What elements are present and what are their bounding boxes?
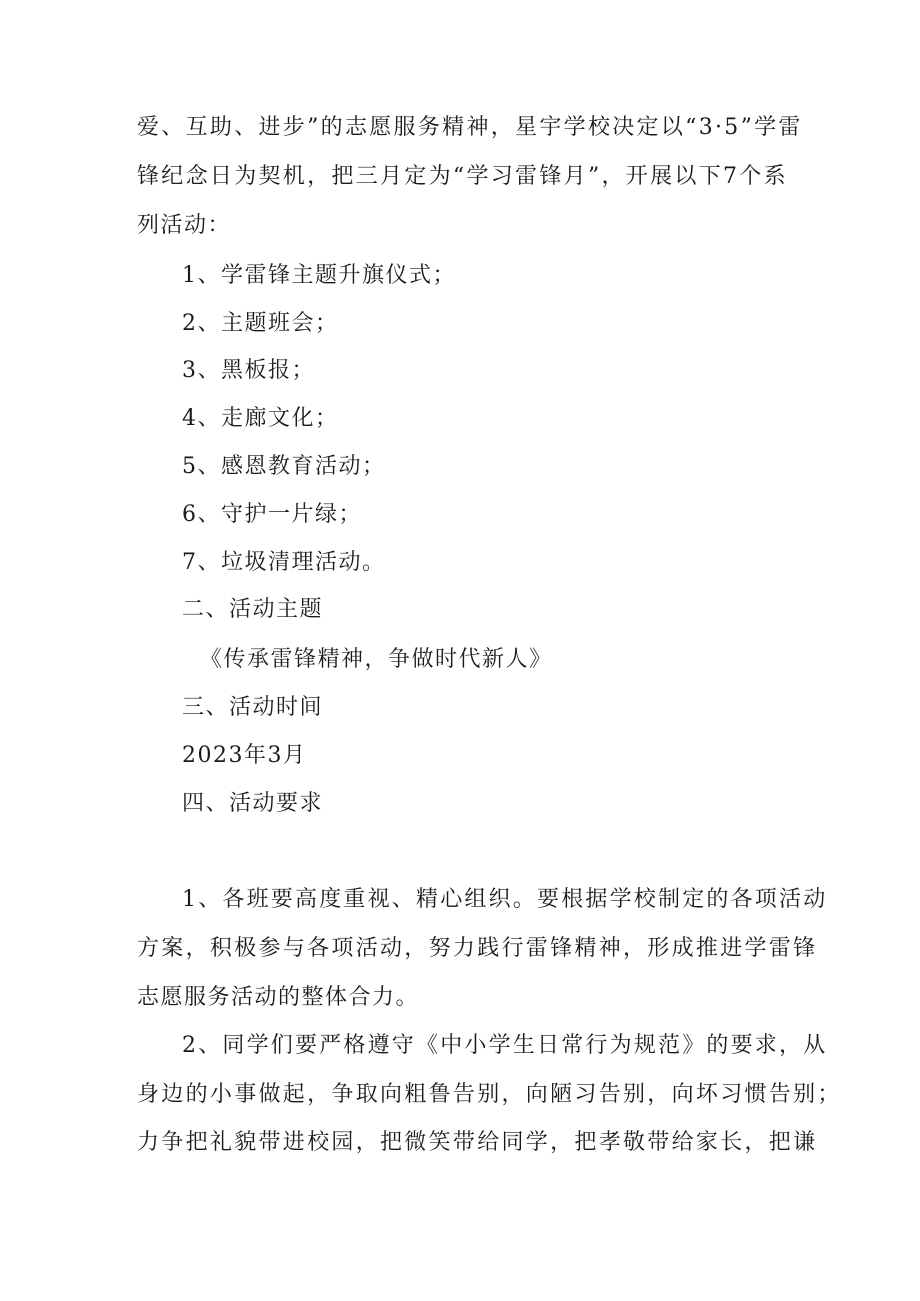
requirement-1-line-3: 志愿服务活动的整体合力。 <box>137 985 420 1010</box>
activity-item-6: 6、守护一片绿； <box>182 502 362 527</box>
activity-item-5: 5、感恩教育活动； <box>182 454 386 479</box>
section-theme-heading: 二、活动主题 <box>182 597 324 622</box>
requirement-2-line-1: 2、同学们要严格遵守《中小学生日常行为规范》的要求，从 <box>182 1033 828 1058</box>
section-theme-content: 《传承雷锋精神，争做时代新人》 <box>200 647 553 672</box>
intro-line-1: 爱、互助、进步”的志愿服务精神，星宇学校决定以“3·5”学雷 <box>137 115 803 140</box>
section-time-content: 2023年3月 <box>182 743 307 768</box>
activity-item-4: 4、走廊文化； <box>182 406 339 431</box>
activity-item-7: 7、垃圾清理活动。 <box>182 550 386 575</box>
activity-item-2: 2、主题班会； <box>182 311 339 336</box>
section-requirements-heading: 四、活动要求 <box>182 791 324 816</box>
requirement-1-line-1: 1、各班要高度重视、精心组织。要根据学校制定的各项活动 <box>182 887 828 912</box>
requirement-2-line-3: 力争把礼貌带进校园，把微笑带给同学，把孝敬带给家长，把谦 <box>137 1130 818 1155</box>
intro-line-2: 锋纪念日为契机，把三月定为“学习雷锋月”，开展以下7个系 <box>137 164 788 189</box>
intro-line-3: 列活动： <box>137 213 232 238</box>
requirement-1-line-2: 方案，积极参与各项活动，努力践行雷锋精神，形成推进学雷锋 <box>137 936 818 961</box>
requirement-2-line-2: 身边的小事做起，争取向粗鲁告别，向陋习告别，向坏习惯告别； <box>137 1082 842 1107</box>
activity-item-3: 3、黑板报； <box>182 358 315 383</box>
activity-item-1: 1、学雷锋主题升旗仪式； <box>182 263 456 288</box>
section-time-heading: 三、活动时间 <box>182 695 324 720</box>
